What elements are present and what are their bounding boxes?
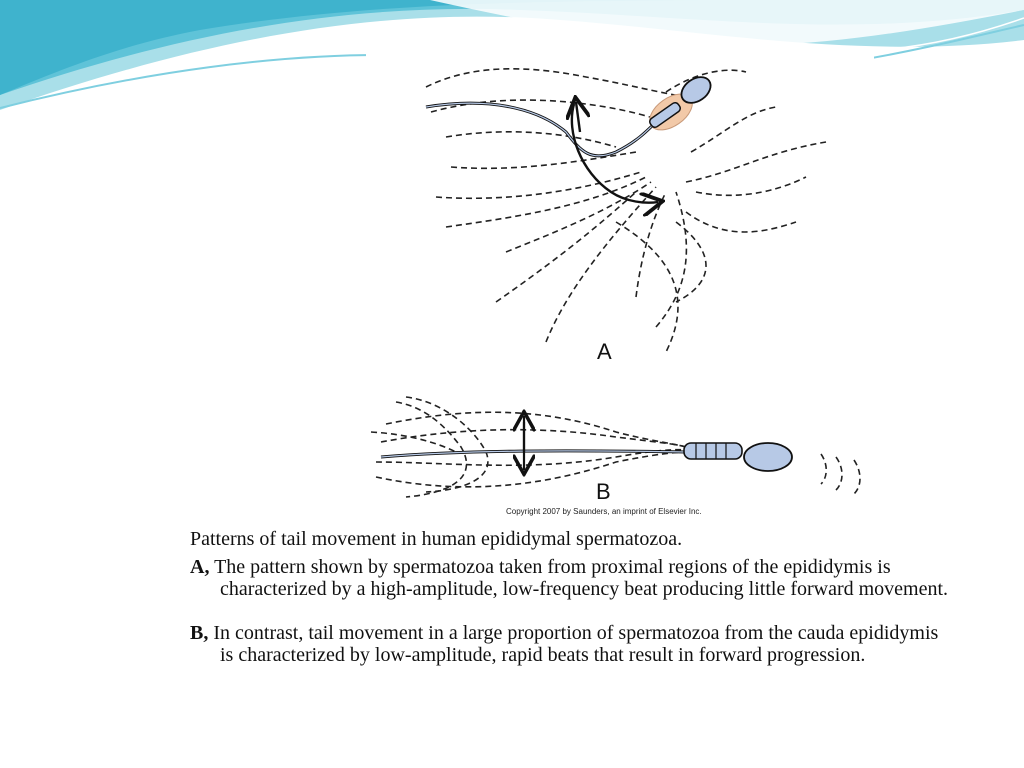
caption-title: Patterns of tail movement in human epididymal spermatozoa.	[190, 528, 683, 550]
figure-label-a: A	[597, 339, 612, 364]
figure-illustration	[366, 52, 874, 518]
panel-b-waveforms	[371, 397, 860, 497]
figure-copyright: Copyright 2007 by Saunders, an imprint of Elsevier Inc.	[506, 507, 702, 516]
caption-paragraph-b	[190, 622, 950, 666]
figure-caption	[190, 528, 950, 666]
sperm-tail-movement-figure	[366, 52, 874, 518]
panel-a-sperm	[426, 72, 715, 203]
caption-label-a: A,	[190, 556, 210, 578]
caption-text-a: The pattern shown by spermatozoa taken from proximal regions of the epididymis is characterized by a high-amplitude, low-frequency beat producing little forward movement.	[209, 556, 949, 600]
caption-paragraph-a	[190, 556, 950, 600]
caption-text-b: In contrast, tail movement in a large proportion of spermatozoa from the cauda epididymis is characterized by low-amplitude, rapid beats that result in forward progression.	[208, 622, 939, 666]
caption-label-b: B,	[190, 622, 209, 644]
panel-a-waveforms	[426, 69, 826, 352]
figure-label-b: B	[596, 479, 611, 504]
